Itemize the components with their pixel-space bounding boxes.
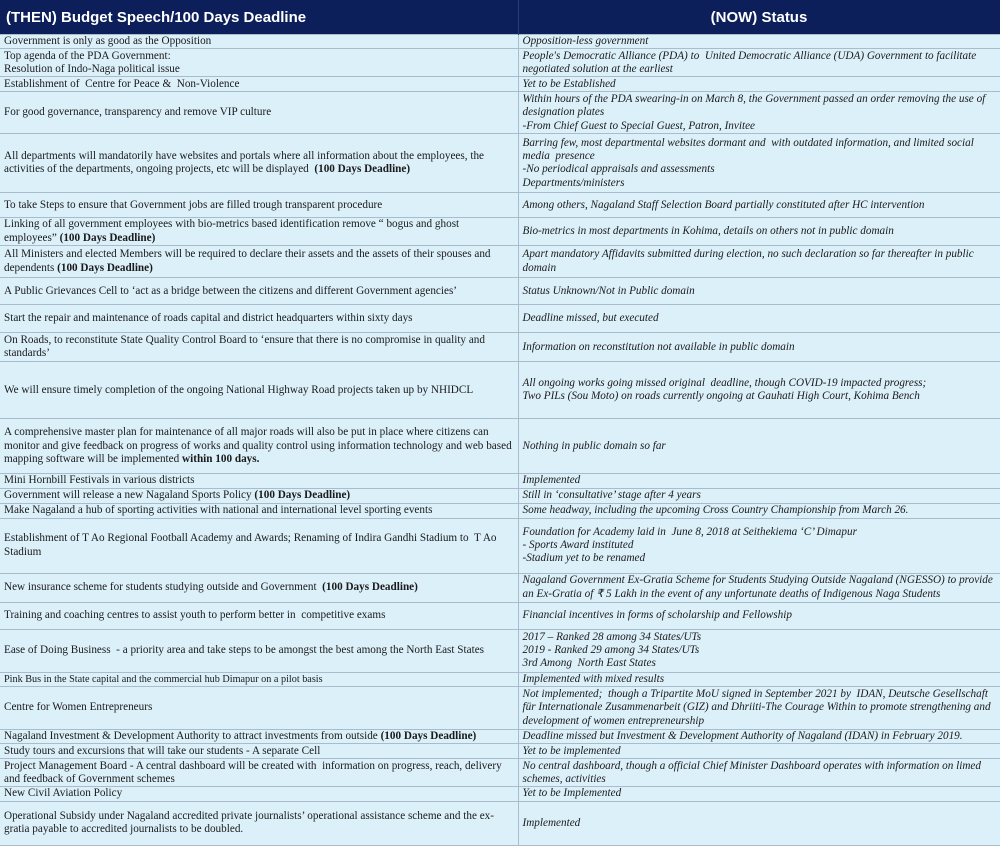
now-cell: [518, 246, 1000, 278]
then-cell: [0, 672, 518, 686]
now-cell: [518, 759, 1000, 787]
then-text: We will ensure timely completion of the ongoing National Highway Road projects taken up by NHIDCL: [4, 383, 474, 396]
then-cell: [0, 305, 518, 333]
then-cell: [0, 518, 518, 573]
status-text: Deadline missed, but executed: [522, 312, 659, 325]
now-cell: [518, 419, 1000, 474]
status-text: Some headway, including the upcoming Cross Country Championship from March 26.: [522, 503, 909, 516]
table-row: [0, 744, 1000, 759]
then-text: Establishment of Centre for Peace & Non-Violence: [4, 77, 240, 90]
table-row: [0, 134, 1000, 193]
table-row: [0, 278, 1000, 305]
status-text: Departments/ministers: [522, 176, 625, 189]
table-row: [0, 362, 1000, 419]
now-cell: [518, 787, 1000, 801]
then-text: Mini Hornbill Festivals in various districts: [4, 474, 195, 487]
then-text: Operational Subsidy under Nagaland accredited private journalists’ operational assistance scheme and the ex-gratia payable to accredited journalists to be doubled.: [4, 809, 494, 836]
then-text-main: A comprehensive master plan for maintenance of all major roads will also be put in place where citizens can monitor and give feedback on progress of works and quality control using information technology and web based mapping software will be implemented: [4, 426, 515, 465]
table-row: [0, 801, 1000, 845]
now-cell: [518, 35, 1000, 49]
table-row: [0, 305, 1000, 333]
then-cell: [0, 730, 518, 744]
status-text: Yet to be implemented: [522, 744, 621, 757]
table-row: [0, 573, 1000, 602]
now-cell: [518, 474, 1000, 488]
table-row: [0, 687, 1000, 730]
deadline-tag: (100 Days Deadline): [59, 231, 156, 244]
status-text: Financial incentives in forms of scholarship and Fellowship: [522, 608, 792, 621]
status-text: -No periodical appraisals and assessments: [522, 163, 715, 176]
table-row: [0, 602, 1000, 629]
status-text: No central dashboard, though a official Chief Minister Dashboard operates with information on limed schemes, activities: [522, 759, 984, 785]
status-text: Opposition-less government: [522, 35, 649, 47]
table-row: [0, 35, 1000, 49]
table-row: [0, 672, 1000, 686]
status-text: People's Democratic Alliance (PDA) to United Democratic Alliance (UDA) Government to facilitate negotiated solution at the earliest: [522, 49, 980, 75]
table-row: [0, 246, 1000, 278]
then-cell: [0, 602, 518, 629]
then-cell: [0, 503, 518, 518]
status-text: All ongoing works going missed original deadline, though COVID-19 impacted progress;: [522, 376, 927, 389]
then-text: [4, 489, 514, 502]
status-text: Deadline missed but Investment & Development Authority of Nagaland (IDAN) in February 2019.: [522, 730, 963, 743]
now-cell: [518, 362, 1000, 419]
then-text-main: All Ministers and elected Members will be required to declare their assets and the assets of their spouses and dependents: [4, 248, 494, 274]
then-text-main: Linking of all government employees with bio-metrics based identification remove “ bogus and ghost employees”: [4, 218, 462, 244]
status-text: Information on reconstitution not available in public domain: [522, 340, 795, 353]
status-text: - Sports Award instituted: [522, 538, 634, 551]
now-cell: [518, 518, 1000, 573]
table-row: [0, 77, 1000, 92]
status-text: Two PILs (Sou Moto) on roads currently ongoing at Gauhati High Court, Kohima Bench: [522, 390, 920, 403]
status-text: Within hours of the PDA swearing-in on March 8, the Government passed an order removing the use of designation plates: [522, 92, 989, 119]
status-text: 2019 - Ranked 29 among 34 States/UTs: [522, 643, 700, 656]
status-text: Barring few, most departmental websites dormant and with outdated information, and limited social media presence: [522, 136, 977, 162]
then-text: On Roads, to reconstitute State Quality Control Board to ‘ensure that there is no compromise in quality and standards’: [4, 333, 488, 360]
status-text: Implemented: [522, 474, 581, 487]
now-cell: [518, 218, 1000, 246]
table-row: [0, 92, 1000, 134]
now-cell: [518, 305, 1000, 333]
status-text: Not implemented; though a Tripartite MoU signed in September 2021 by IDAN, Deutsche Gesellschaft für Internationale Zusammenarbeit (GIZ) and Dhriiti-The Courage Within to promote strengthening and development of women entrepreneurship: [522, 687, 994, 727]
status-text: Implemented with mixed results: [522, 672, 665, 685]
status-text: Yet to be Implemented: [522, 787, 622, 800]
then-text: Establishment of T Ao Regional Football Academy and Awards; Renaming of Indira Gandhi Stadium to T Ao Stadium: [4, 532, 500, 558]
table-row: [0, 730, 1000, 744]
status-text: Nothing in public domain so far: [522, 439, 666, 452]
then-cell: [0, 77, 518, 92]
table-row: [0, 419, 1000, 474]
now-cell: [518, 49, 1000, 77]
then-text: To take Steps to ensure that Government jobs are filled trough transparent procedure: [4, 198, 383, 211]
status-text: 3rd Among North East States: [522, 657, 656, 670]
table-row: [0, 518, 1000, 573]
then-text-main: Nagaland Investment & Development Authority to attract investments from outside: [4, 730, 381, 743]
now-cell: [518, 77, 1000, 92]
then-cell: [0, 801, 518, 845]
then-cell: [0, 35, 518, 49]
now-cell: [518, 801, 1000, 845]
table-row: [0, 488, 1000, 503]
then-cell: [0, 744, 518, 759]
now-cell: [518, 193, 1000, 218]
deadline-tag: (100 Days Deadline): [322, 580, 418, 593]
now-cell: [518, 602, 1000, 629]
then-cell: [0, 787, 518, 801]
table-row: [0, 629, 1000, 672]
deadline-tag: (100 Days Deadline): [57, 261, 153, 274]
then-cell: [0, 49, 518, 77]
then-cell: [0, 687, 518, 730]
then-cell: [0, 246, 518, 278]
now-cell: [518, 134, 1000, 193]
status-text: Implemented: [522, 816, 581, 829]
then-text: [4, 730, 514, 743]
then-text: Pink Bus in the State capital and the commercial hub Dimapur on a pilot basis: [4, 673, 323, 685]
then-text: New Civil Aviation Policy: [4, 787, 123, 800]
then-text: Government is only as good as the Opposition: [4, 35, 212, 47]
then-text: [4, 248, 514, 275]
then-text: For good governance, transparency and remove VIP culture: [4, 106, 272, 119]
then-text: [4, 426, 514, 466]
table-row: [0, 193, 1000, 218]
table-row: [0, 333, 1000, 362]
status-text: -Stadium yet to be renamed: [522, 552, 646, 565]
then-cell: [0, 474, 518, 488]
now-cell: [518, 573, 1000, 602]
table-row: [0, 49, 1000, 77]
now-cell: [518, 278, 1000, 305]
status-text: Apart mandatory Affidavits submitted during election, no such declaration so far thereafter in public domain: [522, 248, 977, 274]
then-cell: [0, 193, 518, 218]
now-cell: [518, 92, 1000, 134]
then-text: [4, 218, 514, 245]
status-text: Status Unknown/Not in Public domain: [522, 284, 695, 297]
status-text: Nagaland Government Ex-Gratia Scheme for Students Studying Outside Nagaland (NGESSO) to provide an Ex-Gratia of ₹ 5 Lakh in the event of any unfortunate deaths of Indigenous Naga Students: [522, 574, 996, 600]
then-text: [4, 150, 514, 177]
table-row: [0, 759, 1000, 787]
table-row: [0, 218, 1000, 246]
header-now: (NOW) Status: [518, 0, 1000, 35]
now-cell: [518, 730, 1000, 744]
deadline-tag: within 100 days.: [182, 452, 260, 465]
then-cell: [0, 629, 518, 672]
then-text: Study tours and excursions that will take our students - A separate Cell: [4, 744, 321, 757]
then-cell: [0, 759, 518, 787]
then-text: Ease of Doing Business - a priority area and take steps to be amongst the best among the North East States: [4, 643, 485, 656]
status-text: 2017 – Ranked 28 among 34 States/UTs: [522, 630, 702, 643]
table-header-row: [0, 0, 1000, 35]
then-cell: [0, 278, 518, 305]
table-row: [0, 503, 1000, 518]
status-text: Yet to be Established: [522, 77, 616, 90]
deadline-tag: (100 Days Deadline): [380, 730, 477, 743]
then-text-main: All departments will mandatorily have websites and portals where all information about the employees, the activities of the departments, ongoing projects, etc will be displayed: [4, 150, 487, 176]
then-cell: [0, 573, 518, 602]
then-cell: [0, 218, 518, 246]
now-cell: [518, 672, 1000, 686]
then-text: Make Nagaland a hub of sporting activities with national and international level sporting events: [4, 503, 433, 516]
now-cell: [518, 744, 1000, 759]
status-text: Still in ‘consultative’ stage after 4 years: [522, 488, 701, 501]
then-cell: [0, 362, 518, 419]
then-text: [4, 581, 514, 594]
then-text: Centre for Women Entrepreneurs: [4, 701, 153, 714]
status-text: Foundation for Academy laid in June 8, 2018 at Seithekiema ‘C’ Dimapur: [522, 525, 857, 538]
then-cell: [0, 333, 518, 362]
now-cell: [518, 333, 1000, 362]
then-text: Training and coaching centres to assist youth to perform better in competitive exams: [4, 608, 386, 621]
status-text: Bio-metrics in most departments in Kohima, details on others not in public domain: [522, 225, 894, 238]
table-row: [0, 474, 1000, 488]
now-cell: [518, 488, 1000, 503]
deadline-tag: (100 Days Deadline): [254, 488, 351, 501]
status-text: -From Chief Guest to Special Guest, Patron, Invitee: [522, 119, 756, 132]
then-cell: [0, 134, 518, 193]
then-text: Project Management Board - A central dashboard will be created with information on progress, reach, delivery and feedback of Government schemes: [4, 759, 505, 785]
now-cell: [518, 503, 1000, 518]
then-text: A Public Grievances Cell to ‘act as a bridge between the citizens and different Government agencies’: [4, 284, 458, 297]
then-text: Top agenda of the PDA Government:: [4, 49, 171, 62]
then-text-main: New insurance scheme for students studying outside and Government: [4, 580, 323, 593]
now-cell: [518, 687, 1000, 730]
then-text-main: Government will release a new Nagaland Sports Policy: [4, 488, 255, 501]
deadline-tag: (100 Days Deadline): [311, 163, 411, 176]
header-then: (THEN) Budget Speech/100 Days Deadline: [0, 0, 518, 35]
then-cell: [0, 488, 518, 503]
then-cell: [0, 92, 518, 134]
now-cell: [518, 629, 1000, 672]
table-body: [0, 35, 1000, 846]
then-cell: [0, 419, 518, 474]
then-text: Start the repair and maintenance of roads capital and district headquarters within sixty days: [4, 312, 413, 325]
then-text: Resolution of Indo-Naga political issue: [4, 62, 180, 75]
table-row: [0, 787, 1000, 801]
status-text: Among others, Nagaland Staff Selection Board partially constituted after HC intervention: [522, 198, 925, 211]
